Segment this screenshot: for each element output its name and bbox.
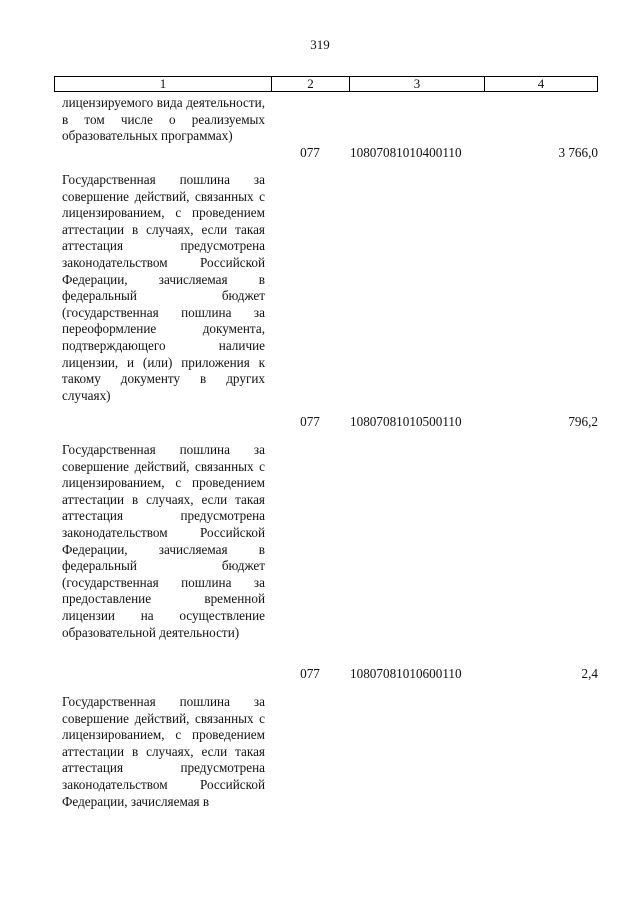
row-code: 077 (300, 145, 320, 160)
row-code: 077 (300, 666, 320, 681)
column-header-1: 1 (159, 76, 167, 91)
row-description: Государственная пошлина за совершение действий, связанных с лицензированием, с проведением аттестации в случаях, если такая аттестация предусмотрена законодательством Российской Федерации, зачисляемая в федеральный бюджет (государственная пошлина за предоставление временной лицензии на осуществление образовательной деятельности) (62, 442, 265, 640)
page-number: 319 (310, 37, 330, 52)
row-kbk: 10807081010400110 (350, 145, 462, 160)
row-description: лицензируемого вида деятельности, в том числе о реализуемых образовательных программах) (62, 95, 265, 144)
row-amount: 3 766,0 (558, 145, 598, 160)
row-amount: 796,2 (568, 414, 598, 429)
row-kbk: 10807081010600110 (350, 666, 462, 681)
row-code: 077 (300, 414, 320, 429)
column-header-3: 3 (349, 77, 484, 91)
table-header (54, 76, 598, 92)
column-header-4: 4 (484, 77, 597, 91)
row-amount: 2,4 (581, 666, 598, 681)
row-description: Государственная пошлина за совершение действий, связанных с лицензированием, с проведением аттестации в случаях, если такая аттестация предусмотрена законодательством Российской Федерации, зачисляемая в (62, 694, 265, 809)
row-kbk: 10807081010500110 (350, 414, 462, 429)
row-description: Государственная пошлина за совершение действий, связанных с лицензированием, с проведением аттестации в случаях, если такая аттестация предусмотрена законодательством Российской Федерации, зачисляемая в федеральный бюджет (государственная пошлина за переоформление документа, подтверждающего наличие лицензии, и (или) приложения к такому документу в других случаях) (62, 172, 265, 403)
column-header-2: 2 (271, 77, 349, 91)
